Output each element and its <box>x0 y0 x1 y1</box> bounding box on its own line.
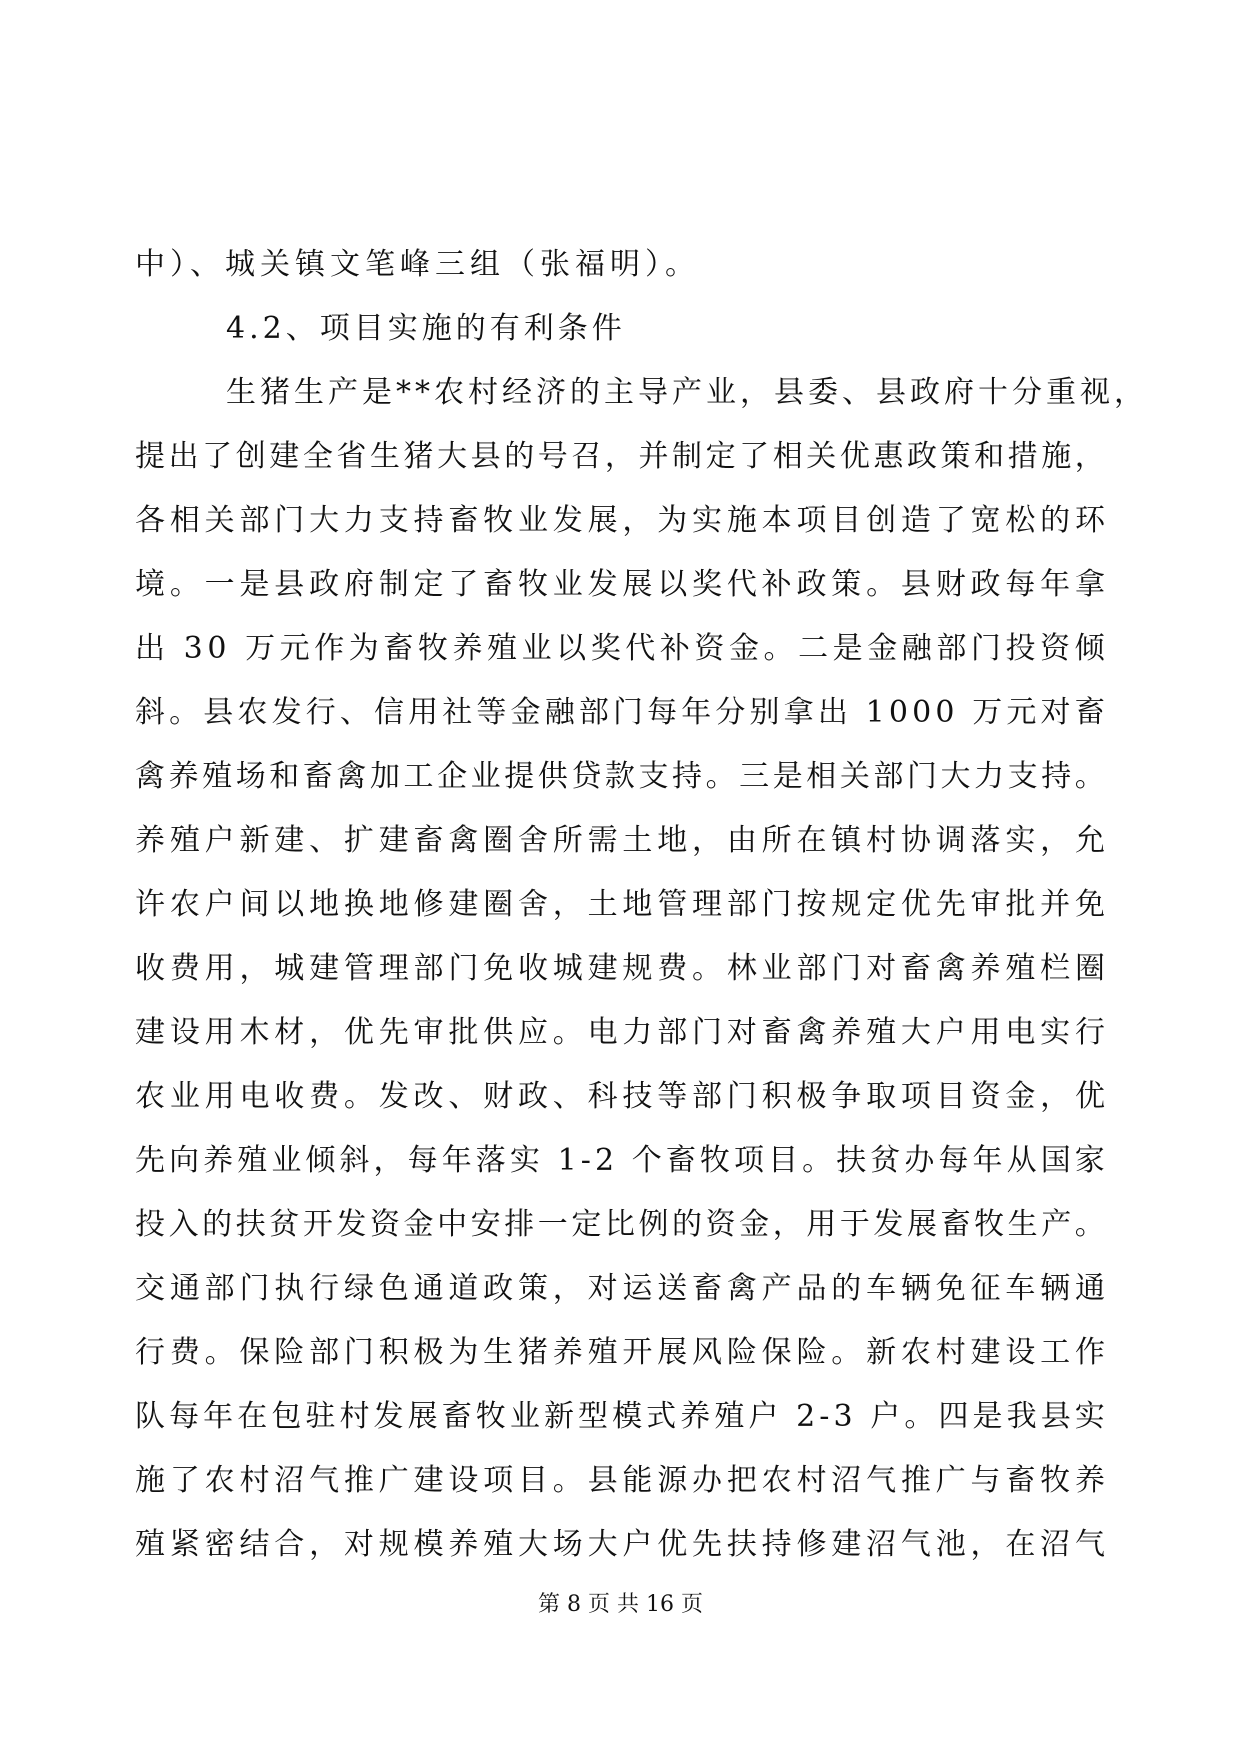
text-line: 投 入 的 扶 贫 开 发 资 金 中 安 排 一 定 比 例 的 资 金 ， 用 于 发 展 畜 牧 生 产 。 <box>135 1207 1105 1242</box>
text-line: 队 每 年 在 包 驻 村 发 展 畜 牧 业 新 型 模 式 养 殖 户 2 - 3 户 。 四 是 我 县 实 <box>135 1399 1105 1434</box>
text-line: 建 设 用 木 材 ， 优 先 审 批 供 应 。 电 力 部 门 对 畜 禽 养 殖 大 户 用 电 实 行 <box>135 1015 1105 1050</box>
text-line: 中）、城关镇文笔峰三组（张福明）。 <box>135 247 700 282</box>
text-line: 禽 养 殖 场 和 畜 禽 加 工 企 业 提 供 贷 款 支 持 。 三 是 相 关 部 门 大 力 支 持 。 <box>135 759 1105 794</box>
text-line: 收 费 用 ， 城 建 管 理 部 门 免 收 城 建 规 费 。 林 业 部 门 对 畜 禽 养 殖 栏 圈 <box>135 951 1105 986</box>
text-line: 各 相 关 部 门 大 力 支 持 畜 牧 业 发 展 ， 为 实 施 本 项 目 创 造 了 宽 松 的 环 <box>135 503 1105 538</box>
text-line: 斜 。 县 农 发 行 、 信 用 社 等 金 融 部 门 每 年 分 别 拿 出 1 0 0 0 万 元 对 畜 <box>135 695 1105 730</box>
text-line: 施 了 农 村 沼 气 推 广 建 设 项 目 。 县 能 源 办 把 农 村 沼 气 推 广 与 畜 牧 养 <box>135 1463 1105 1498</box>
text-line: 先 向 养 殖 业 倾 斜 ， 每 年 落 实 1 - 2 个 畜 牧 项 目 。 扶 贫 办 每 年 从 国 家 <box>135 1143 1105 1178</box>
text-line: 许 农 户 间 以 地 换 地 修 建 圈 舍 ， 土 地 管 理 部 门 按 规 定 优 先 审 批 并 免 <box>135 887 1105 922</box>
body-text <box>135 233 1148 1577</box>
text-line: 境 。 一 是 县 政 府 制 定 了 畜 牧 业 发 展 以 奖 代 补 政 策 。 县 财 政 每 年 拿 <box>135 567 1105 602</box>
text-line: 行 费 。 保 险 部 门 积 极 为 生 猪 养 殖 开 展 风 险 保 险 。 新 农 村 建 设 工 作 <box>135 1335 1105 1370</box>
text-line: 殖 紧 密 结 合 ， 对 规 模 养 殖 大 场 大 户 优 先 扶 持 修 建 沼 气 池 ， 在 沼 气 <box>135 1527 1105 1562</box>
text-line: 农 业 用 电 收 费 。 发 改 、 财 政 、 科 技 等 部 门 积 极 争 取 项 目 资 金 ， 优 <box>135 1079 1105 1114</box>
section-heading: 4.2、项目实施的有利条件 <box>226 311 626 346</box>
text-line: 提 出 了 创 建 全 省 生 猪 大 县 的 号 召 ， 并 制 定 了 相 关 优 惠 政 策 和 措 施 ， <box>135 439 1105 474</box>
paragraph-first-line: 生猪生产是**农村经济的主导产业，县委、县政府十分重视， <box>226 375 1148 410</box>
page-number-footer: 第 8 页 共 16 页 <box>538 1592 703 1617</box>
text-line: 出 3 0 万 元 作 为 畜 牧 养 殖 业 以 奖 代 补 资 金 。 二 是 金 融 部 门 投 资 倾 <box>135 631 1105 666</box>
text-line: 养 殖 户 新 建 、 扩 建 畜 禽 圈 舍 所 需 土 地 ， 由 所 在 镇 村 协 调 落 实 ， 允 <box>135 823 1105 858</box>
text-line: 交 通 部 门 执 行 绿 色 通 道 政 策 ， 对 运 送 畜 禽 产 品 的 车 辆 免 征 车 辆 通 <box>135 1271 1105 1306</box>
